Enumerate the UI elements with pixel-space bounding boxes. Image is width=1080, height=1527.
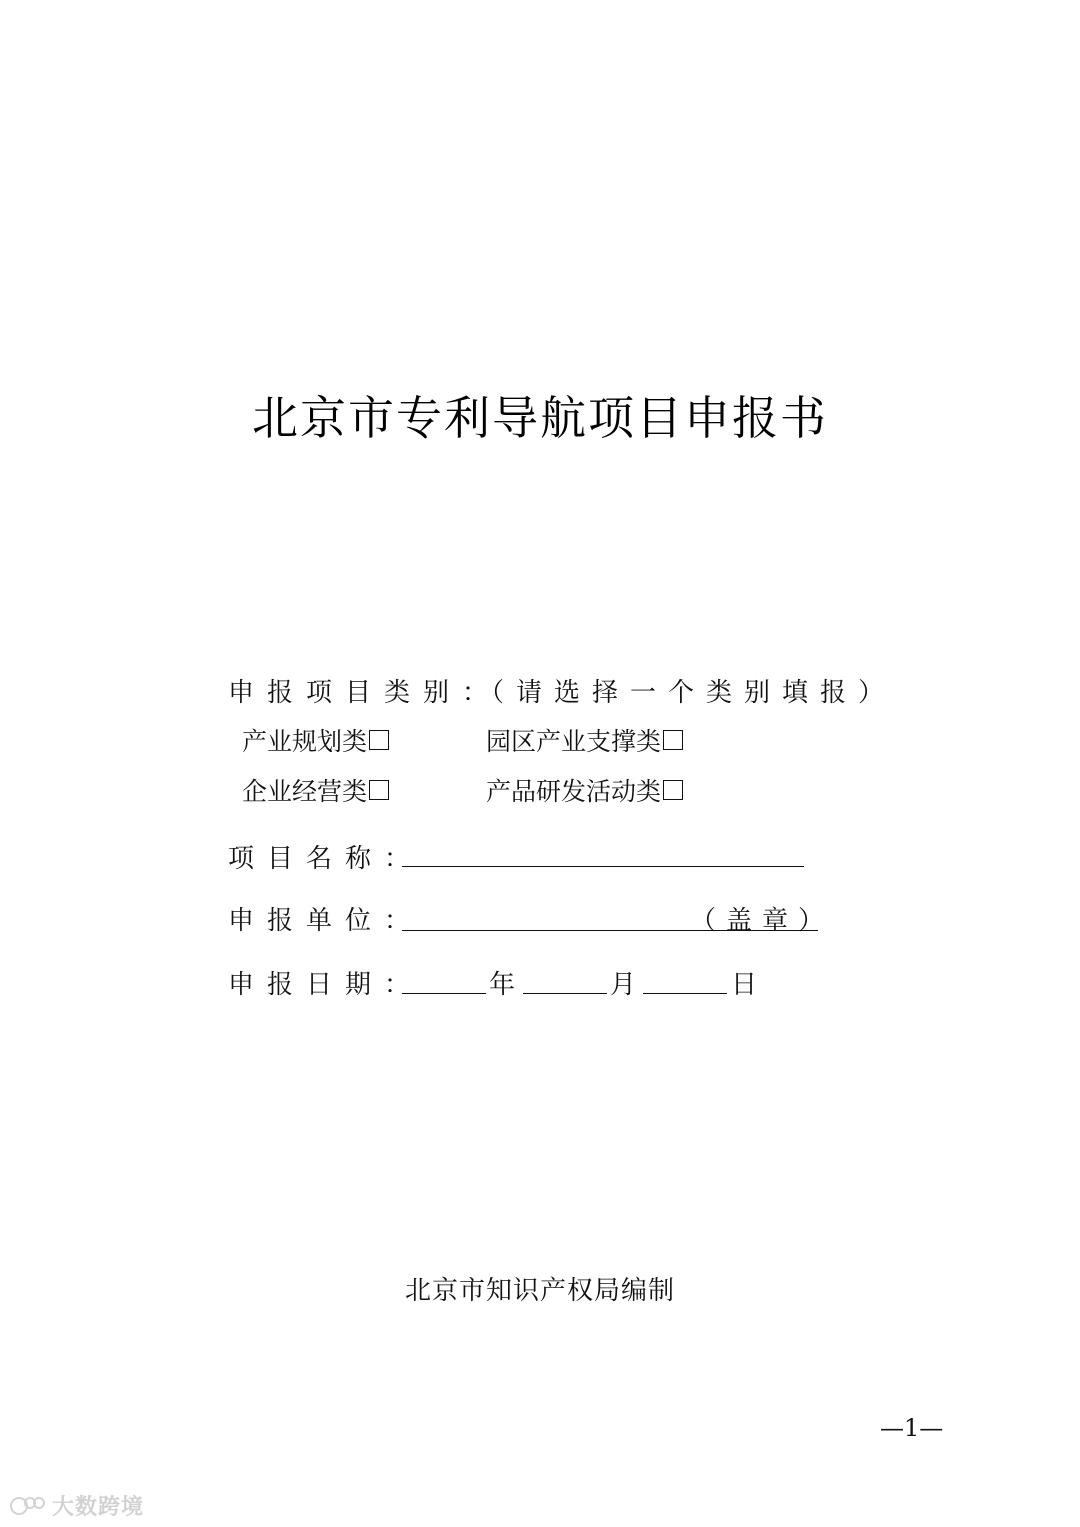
checkbox-icon[interactable] bbox=[663, 780, 683, 800]
project-name-label: 项目名称： bbox=[228, 844, 424, 874]
year-label: 年 bbox=[489, 970, 516, 1000]
month-field[interactable] bbox=[523, 993, 607, 994]
document-title: 北京市专利导航项目申报书 bbox=[252, 391, 828, 445]
option-label: 企业经营类 bbox=[242, 777, 368, 806]
checkbox-icon[interactable] bbox=[369, 780, 389, 800]
option-enterprise-operation[interactable] bbox=[242, 772, 389, 808]
option-product-rd[interactable] bbox=[486, 772, 683, 808]
option-label: 产品研发活动类 bbox=[486, 777, 662, 806]
option-label: 园区产业支撑类 bbox=[486, 727, 662, 756]
year-field[interactable] bbox=[402, 993, 486, 994]
day-label: 日 bbox=[731, 970, 758, 1000]
category-label: 申报项目类别： bbox=[228, 678, 502, 708]
applicant-label: 申报单位： bbox=[228, 906, 424, 936]
project-name-field[interactable] bbox=[402, 866, 804, 867]
watermark-text: 大数跨境 bbox=[52, 1495, 145, 1520]
checkbox-icon[interactable] bbox=[663, 730, 683, 750]
bubble-logo-icon bbox=[10, 1495, 46, 1517]
category-hint: （请选择一个类别填报） bbox=[478, 678, 897, 708]
checkbox-icon[interactable] bbox=[369, 730, 389, 750]
option-label: 产业规划类 bbox=[242, 727, 368, 756]
option-park-industry-support[interactable] bbox=[486, 722, 683, 758]
issuer-line: 北京市知识产权局编制 bbox=[404, 1276, 675, 1306]
seal-note: （盖章） bbox=[690, 906, 835, 936]
watermark bbox=[10, 1490, 144, 1521]
month-label: 月 bbox=[610, 970, 637, 1000]
option-industry-planning[interactable] bbox=[242, 722, 389, 758]
day-field[interactable] bbox=[643, 993, 727, 994]
page-number: —1— bbox=[880, 1414, 944, 1442]
date-label: 申报日期： bbox=[228, 970, 424, 1000]
